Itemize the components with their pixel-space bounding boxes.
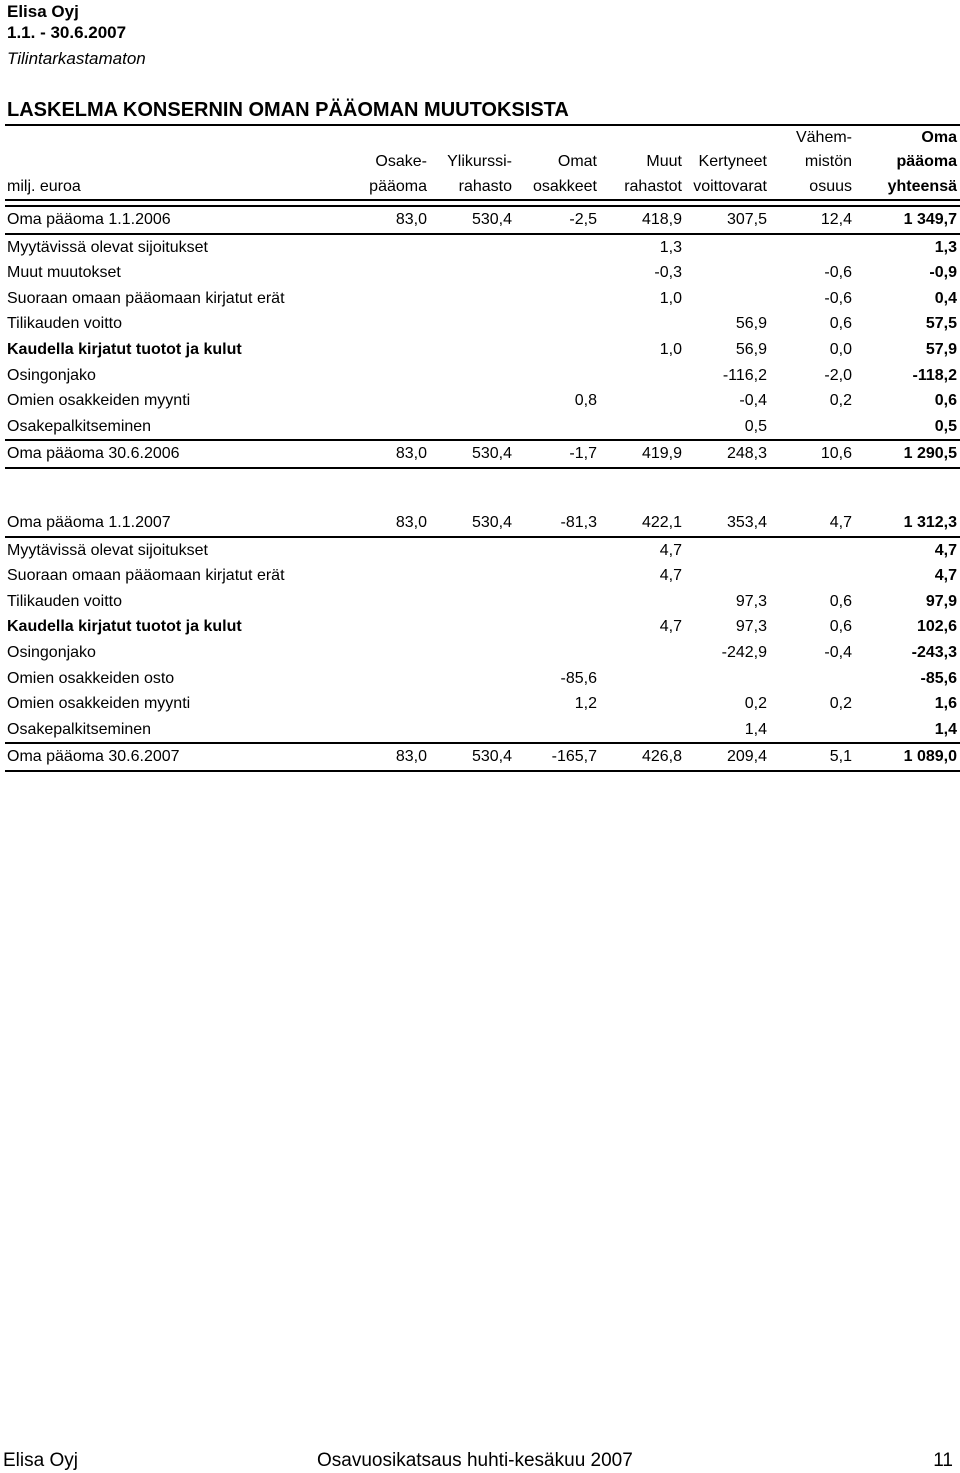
cell-other-funds: 1,3: [659, 238, 682, 256]
row-label: Myytävissä olevat sijoitukset: [7, 238, 208, 256]
cell-total: 1 089,0: [855, 743, 960, 771]
header-own-shares-3: osakkeet: [515, 174, 600, 200]
cell-premium-fund: 530,4: [430, 510, 515, 537]
table-row: [5, 286, 960, 312]
header-retained-2: Kertyneet: [698, 153, 767, 170]
table-row: [5, 691, 960, 717]
cell-other-funds: [600, 414, 685, 441]
row-label: Osakepalkitseminen: [7, 720, 152, 738]
cell-other-funds: [600, 311, 685, 337]
row-label: Tilikauden voitto: [7, 315, 123, 333]
report-period: 1.1. - 30.6.2007: [7, 23, 127, 42]
cell-retained: 56,9: [735, 340, 767, 358]
cell-minority: -0,4: [824, 643, 852, 661]
header-minority-2: mistön: [804, 153, 852, 170]
cell-total: 57,5: [925, 315, 957, 333]
cell-total: 97,9: [925, 592, 957, 610]
cell-retained: -116,2: [722, 366, 767, 384]
cell-own-shares: -81,3: [515, 510, 600, 537]
cell-other-funds: 418,9: [600, 206, 685, 234]
cell-retained: 248,3: [685, 440, 770, 468]
cell-total: -118,2: [912, 366, 957, 384]
cell-own-shares: [515, 589, 600, 615]
cell-own-shares: [515, 234, 600, 261]
cell-premium-fund: [430, 337, 515, 363]
cell-other-funds: [600, 691, 685, 717]
cell-own-shares: [515, 260, 600, 286]
cell-share-capital: [345, 337, 430, 363]
cell-share-capital: [345, 414, 430, 441]
cell-share-capital: [345, 614, 430, 640]
table-row: [5, 388, 960, 414]
row-label: Kaudella kirjatut tuotot ja kulut: [7, 340, 242, 358]
header-share-capital-2: Osake-: [375, 153, 427, 170]
row-label: Omien osakkeiden myynti: [7, 695, 191, 713]
cell-own-shares: 1,2: [574, 695, 597, 713]
cell-retained: 97,3: [735, 592, 767, 610]
cell-retained: 353,4: [685, 510, 770, 537]
cell-premium-fund: [430, 589, 515, 615]
cell-total: -243,3: [911, 643, 957, 661]
footer-report-name: Osavuosikatsaus huhti-kesäkuu 2007: [317, 1450, 633, 1471]
cell-retained: [685, 260, 770, 286]
cell-other-funds: 1,0: [659, 289, 682, 307]
cell-premium-fund: [430, 260, 515, 286]
table-row: [5, 614, 960, 640]
cell-total: 1 349,7: [855, 206, 960, 234]
row-label: Oma pääoma 30.6.2006: [5, 440, 345, 468]
cell-retained: -242,9: [721, 643, 767, 661]
row-label: Osingonjako: [7, 643, 96, 661]
cell-minority: -0,6: [824, 289, 852, 307]
header-other-funds-3: rahastot: [600, 174, 685, 200]
cell-retained: 209,4: [685, 743, 770, 771]
header-premium-fund-3: rahasto: [430, 174, 515, 200]
cell-share-capital: 83,0: [345, 206, 430, 234]
cell-minority: [770, 414, 855, 441]
cell-own-shares: -2,5: [515, 206, 600, 234]
cell-total: 4,7: [934, 567, 957, 585]
header-other-funds-1: [600, 126, 685, 150]
cell-premium-fund: 530,4: [430, 440, 515, 468]
cell-share-capital: [345, 640, 430, 666]
cell-total: 4,7: [934, 541, 957, 559]
row-label: Oma pääoma 30.6.2007: [5, 743, 345, 771]
cell-own-shares: [515, 717, 600, 744]
cell-total: 0,5: [934, 417, 957, 435]
header-premium-fund-1: [430, 126, 515, 150]
row-label: Tilikauden voitto: [7, 592, 123, 610]
cell-minority: 0,0: [829, 340, 852, 358]
cell-other-funds: 4,7: [659, 541, 682, 559]
cell-share-capital: 83,0: [345, 510, 430, 537]
cell-minority: -2,0: [824, 366, 852, 384]
table-row: [5, 743, 960, 771]
cell-minority: [770, 563, 855, 589]
header-own-shares-1: [515, 126, 600, 150]
header-other-funds-2: Muut: [646, 153, 682, 170]
table-row: [5, 414, 960, 441]
cell-own-shares: [515, 537, 600, 564]
cell-premium-fund: [430, 563, 515, 589]
cell-retained: [685, 234, 770, 261]
cell-premium-fund: 530,4: [430, 743, 515, 771]
cell-retained: 0,2: [744, 695, 767, 713]
cell-total: 1 312,3: [855, 510, 960, 537]
cell-premium-fund: [430, 363, 515, 389]
cell-total: 57,9: [925, 340, 957, 358]
cell-minority: -0,6: [824, 264, 852, 282]
row-label: Oma pääoma 1.1.2007: [5, 510, 345, 537]
equity-table-2007: [5, 510, 960, 772]
cell-own-shares: [515, 337, 600, 363]
cell-premium-fund: [430, 691, 515, 717]
cell-share-capital: 83,0: [345, 743, 430, 771]
cell-premium-fund: [430, 388, 515, 414]
table-row: [5, 337, 960, 363]
table-row: [5, 234, 960, 261]
cell-own-shares: [515, 614, 600, 640]
company-name: Elisa Oyj: [7, 2, 79, 21]
cell-share-capital: [345, 311, 430, 337]
footer-company: Elisa Oyj: [3, 1450, 78, 1471]
row-label: Oma pääoma 1.1.2006: [5, 206, 345, 234]
cell-retained: [685, 563, 770, 589]
row-label: Suoraan omaan pääomaan kirjatut erät: [7, 567, 285, 585]
header-unit-label: milj. euroa: [5, 174, 345, 200]
cell-retained: 56,9: [735, 315, 767, 333]
cell-premium-fund: [430, 234, 515, 261]
cell-own-shares: -165,7: [515, 743, 600, 771]
cell-total: 0,6: [934, 392, 957, 410]
cell-share-capital: [345, 260, 430, 286]
cell-other-funds: 419,9: [600, 440, 685, 468]
cell-share-capital: 83,0: [345, 440, 430, 468]
row-label: Suoraan omaan pääomaan kirjatut erät: [7, 289, 285, 307]
table-row: [5, 206, 960, 234]
table-row: [5, 537, 960, 564]
header-premium-fund-2: Ylikurssi-: [447, 153, 512, 170]
header-total-1: Oma: [921, 129, 957, 146]
cell-premium-fund: 530,4: [430, 206, 515, 234]
cell-premium-fund: [430, 640, 515, 666]
cell-own-shares: [515, 311, 600, 337]
row-label: Osingonjako: [7, 366, 96, 384]
header-minority-1: Vähem-: [795, 129, 852, 146]
header-share-capital-1: [345, 126, 430, 150]
cell-own-shares: [515, 640, 600, 666]
row-label: Muut muutokset: [7, 264, 121, 282]
cell-total: 1,3: [934, 238, 957, 256]
cell-other-funds: [600, 717, 685, 744]
cell-other-funds: [600, 388, 685, 414]
cell-share-capital: [345, 286, 430, 312]
cell-own-shares: -85,6: [560, 669, 597, 687]
table-row: [5, 311, 960, 337]
cell-minority: [770, 234, 855, 261]
cell-own-shares: -1,7: [515, 440, 600, 468]
cell-premium-fund: [430, 717, 515, 744]
column-header-table: [5, 126, 960, 201]
cell-total: 1 290,5: [855, 440, 960, 468]
row-label: Myytävissä olevat sijoitukset: [7, 541, 208, 559]
cell-own-shares: 0,8: [574, 392, 597, 410]
cell-minority: 0,2: [829, 695, 852, 713]
footer-page-number: 11: [933, 1450, 953, 1471]
cell-minority: [770, 717, 855, 744]
header-label-1: [5, 126, 345, 150]
cell-other-funds: 4,7: [659, 618, 682, 636]
cell-retained: 1,4: [744, 720, 767, 738]
cell-other-funds: [600, 363, 685, 389]
cell-retained: [685, 666, 770, 692]
cell-other-funds: 4,7: [659, 567, 682, 585]
cell-total: -0,9: [929, 264, 957, 282]
table-row: [5, 640, 960, 666]
cell-total: 0,4: [934, 289, 957, 307]
cell-share-capital: [345, 691, 430, 717]
cell-total: -85,6: [920, 669, 957, 687]
cell-share-capital: [345, 666, 430, 692]
row-label: Osakepalkitseminen: [7, 417, 152, 435]
cell-premium-fund: [430, 666, 515, 692]
header-row-3: [5, 174, 960, 200]
cell-own-shares: [515, 563, 600, 589]
header-share-capital-3: pääoma: [345, 174, 430, 200]
cell-own-shares: [515, 414, 600, 441]
table-row: [5, 363, 960, 389]
cell-retained: [685, 537, 770, 564]
cell-share-capital: [345, 363, 430, 389]
header-total-2: pääoma: [896, 153, 957, 170]
cell-total: 102,6: [916, 618, 957, 636]
cell-other-funds: [600, 589, 685, 615]
cell-other-funds: 422,1: [600, 510, 685, 537]
cell-other-funds: [600, 666, 685, 692]
header-row-2: [5, 150, 960, 174]
row-label: Omien osakkeiden osto: [7, 669, 175, 687]
cell-retained: 307,5: [685, 206, 770, 234]
cell-share-capital: [345, 234, 430, 261]
cell-premium-fund: [430, 537, 515, 564]
cell-minority: 0,6: [829, 618, 852, 636]
header-label-2: [5, 150, 345, 174]
cell-minority: 12,4: [770, 206, 855, 234]
table-row: [5, 260, 960, 286]
cell-premium-fund: [430, 614, 515, 640]
table-row: [5, 510, 960, 537]
cell-other-funds: -0,3: [654, 264, 682, 282]
header-own-shares-2: Omat: [557, 153, 597, 170]
cell-premium-fund: [430, 286, 515, 312]
header-total-3: yhteensä: [855, 174, 960, 200]
cell-minority: 5,1: [770, 743, 855, 771]
statement-title: LASKELMA KONSERNIN OMAN PÄÄOMAN MUUTOKSISTA: [7, 99, 569, 121]
cell-minority: 0,6: [829, 592, 852, 610]
cell-share-capital: [345, 563, 430, 589]
table-row: [5, 440, 960, 468]
table-row: [5, 717, 960, 744]
header-minority-3: osuus: [770, 174, 855, 200]
table-row: [5, 589, 960, 615]
header-retained-1: [685, 126, 770, 150]
cell-minority: 0,6: [829, 315, 852, 333]
cell-share-capital: [345, 589, 430, 615]
cell-share-capital: [345, 537, 430, 564]
cell-premium-fund: [430, 311, 515, 337]
cell-minority: [770, 666, 855, 692]
row-label: Kaudella kirjatut tuotot ja kulut: [7, 618, 242, 636]
cell-own-shares: [515, 286, 600, 312]
header-row-1: [5, 126, 960, 150]
cell-minority: [770, 537, 855, 564]
cell-premium-fund: [430, 414, 515, 441]
row-label: Omien osakkeiden myynti: [7, 392, 191, 410]
cell-minority: 4,7: [770, 510, 855, 537]
cell-retained: [685, 286, 770, 312]
audit-note: Tilintarkastamaton: [7, 49, 146, 68]
cell-retained: -0,4: [739, 392, 767, 410]
cell-other-funds: 426,8: [600, 743, 685, 771]
cell-total: 1,4: [934, 720, 957, 738]
header-retained-3: voittovarat: [685, 174, 770, 200]
table-row: [5, 666, 960, 692]
cell-other-funds: 1,0: [659, 340, 682, 358]
cell-share-capital: [345, 717, 430, 744]
table-row: [5, 563, 960, 589]
cell-retained: 97,3: [735, 618, 767, 636]
cell-minority: 10,6: [770, 440, 855, 468]
cell-other-funds: [600, 640, 685, 666]
cell-retained: 0,5: [744, 417, 767, 435]
cell-minority: 0,2: [829, 392, 852, 410]
equity-table-2006: [5, 205, 960, 469]
cell-own-shares: [515, 363, 600, 389]
cell-total: 1,6: [934, 695, 957, 713]
cell-share-capital: [345, 388, 430, 414]
